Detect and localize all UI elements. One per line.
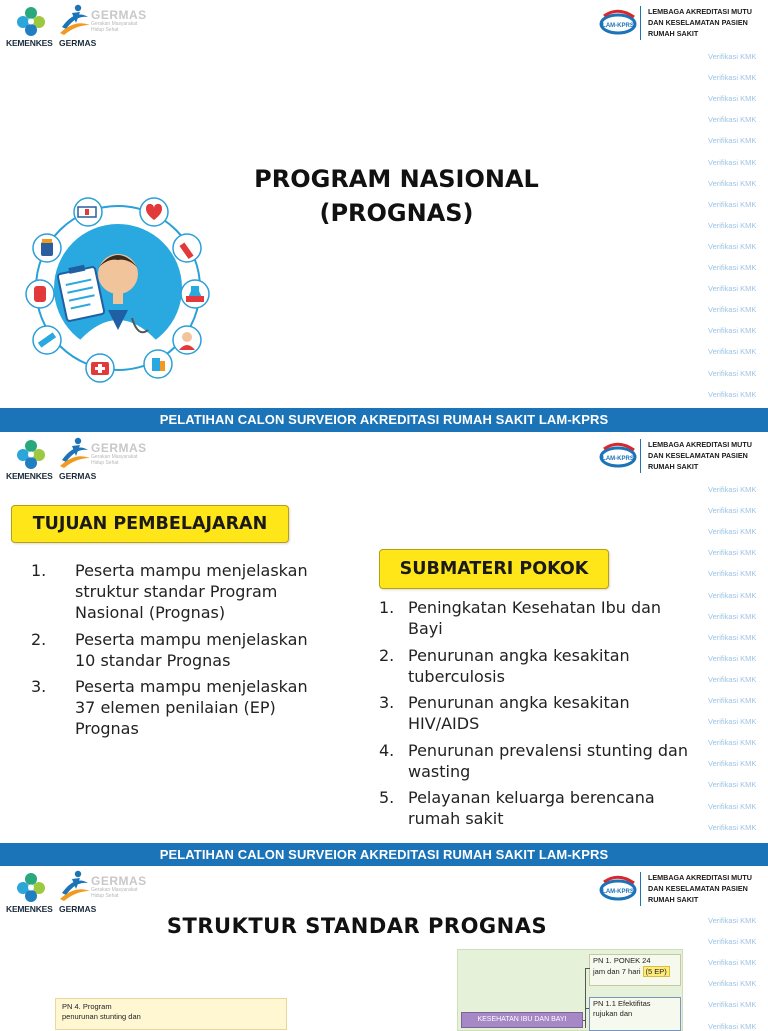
kemenkes-logo	[6, 871, 56, 915]
watermark-text: Verifikasi KMK	[708, 822, 757, 832]
germas-wordmark: GERMAS	[91, 441, 147, 455]
item-text: Penurunan angka kesakitan HIV/AIDS	[408, 693, 630, 733]
watermark-text: Verifikasi KMK	[708, 241, 757, 251]
germas-emblem-icon	[58, 3, 92, 39]
watermark-text: Verifikasi KMK	[708, 1021, 757, 1031]
node-line: PN 1.1 Efektifitas	[593, 999, 651, 1008]
watermark-text: Verifikasi KMK	[708, 52, 757, 61]
footer-banner: PELATIHAN CALON SURVEIOR AKREDITASI RUMAH SAKIT LAM-KPRS	[0, 408, 768, 432]
watermark-text: Verifikasi KMK	[708, 801, 757, 811]
doctor-illustration	[20, 190, 216, 386]
list-item	[31, 676, 331, 739]
list-item	[379, 740, 699, 782]
watermark-text: Verifikasi KMK	[708, 115, 757, 125]
watermark-text: Verifikasi KMK	[708, 94, 757, 104]
diagram-category-node: KESEHATAN IBU DAN BAYI	[461, 1012, 583, 1028]
list-item	[379, 787, 699, 829]
slide-objectives	[0, 433, 768, 843]
item-number: 5.	[379, 788, 395, 807]
title-line: (PROGNAS)	[319, 199, 474, 227]
node-body	[56, 999, 286, 1024]
germas-emblem-icon	[58, 436, 92, 472]
tujuan-list	[31, 560, 331, 745]
watermark-text: Verifikasi KMK	[708, 717, 757, 727]
item-number: 1.	[379, 598, 395, 617]
watermark-text: Verifikasi KMK	[708, 738, 757, 748]
germas-subtitle: Gerakan Masyarakat Hidup Sehat	[91, 21, 138, 33]
kemenkes-emblem-icon	[15, 871, 47, 903]
item-text: Pelayanan keluarga berencana rumah sakit	[408, 788, 655, 828]
list-item	[379, 645, 699, 687]
node-line	[593, 966, 677, 978]
tujuan-heading: TUJUAN PEMBELAJARAN	[11, 505, 289, 543]
diagram-node	[589, 997, 681, 1031]
blood-bag-icon	[26, 280, 54, 308]
item-text: Penurunan prevalensi stunting dan wasting	[408, 740, 688, 781]
item-text: Peningkatan Kesehatan Ibu dan Bayi	[408, 598, 662, 638]
item-text: Peserta mampu menjelaskan 37 elemen penilaian (EP) Prognas	[75, 677, 308, 738]
lam-name-line: DAN KESELAMATAN PASIEN	[648, 451, 748, 460]
watermark-text: Verifikasi KMK	[708, 199, 757, 209]
germas-label: GERMAS	[59, 38, 97, 48]
kemenkes-label: KEMENKES	[6, 471, 53, 481]
lam-name	[648, 6, 752, 39]
watermark-text: Verifikasi KMK	[708, 347, 757, 357]
flask-icon	[181, 280, 209, 308]
germas-label: GERMAS	[59, 904, 97, 914]
lam-name-line: LEMBAGA AKREDITASI MUTU	[648, 7, 752, 16]
watermark-text: Verifikasi KMK	[708, 527, 757, 537]
first-aid-kit-icon	[86, 354, 114, 382]
watermark-text: Verifikasi KMK	[708, 780, 757, 790]
node-line: penurunan stunting dan	[62, 1011, 141, 1021]
connector-line	[585, 968, 590, 969]
watermark-text: Verifikasi KMK	[708, 506, 757, 516]
kemenkes-label: KEMENKES	[6, 38, 53, 48]
watermark-text: Verifikasi KMK	[708, 548, 757, 558]
lam-kprs-emblem-icon	[598, 8, 638, 38]
germas-wordmark: GERMAS	[91, 8, 147, 22]
germas-logo	[58, 3, 150, 49]
kemenkes-label: KEMENKES	[6, 904, 53, 914]
watermark-text: Verifikasi KMK	[708, 632, 757, 642]
germas-subtitle: Gerakan Masyarakat Hidup Sehat	[91, 454, 138, 466]
list-item	[379, 597, 699, 639]
watermark-text: Verifikasi KMK	[708, 178, 757, 188]
lam-name-line: DAN KESELAMATAN PASIEN	[648, 884, 748, 893]
node-text: jam dan 7 hari	[593, 966, 641, 976]
slide-structure	[0, 866, 768, 1031]
lam-kprs-emblem-icon	[598, 441, 638, 471]
lam-name-line: DAN KESELAMATAN PASIEN	[648, 18, 748, 27]
kemenkes-emblem-icon	[15, 5, 47, 37]
diagram-node	[589, 954, 681, 986]
injection-icon	[33, 326, 61, 354]
item-number: 4.	[379, 740, 395, 760]
heartbeat-icon	[140, 198, 168, 226]
diagram-node	[55, 998, 287, 1030]
lam-name-line: RUMAH SAKIT	[648, 462, 699, 471]
list-item	[31, 560, 331, 623]
watermark-text: Verifikasi KMK	[708, 389, 757, 399]
kemenkes-emblem-icon	[15, 438, 47, 470]
slide-title	[0, 0, 768, 408]
connector-line	[585, 968, 586, 1028]
watermark-text: Verifikasi KMK	[708, 696, 757, 705]
germas-subtitle: Gerakan Masyarakat Hidup Sehat	[91, 887, 138, 899]
lam-divider	[640, 439, 641, 473]
watermark-text: Verifikasi KMK	[708, 569, 757, 579]
page-title: STRUKTUR STANDAR PROGNAS	[166, 914, 548, 938]
footer-banner: PELATIHAN CALON SURVEIOR AKREDITASI RUMAH SAKIT LAM-KPRS	[0, 843, 768, 867]
germas-wordmark: GERMAS	[91, 874, 147, 888]
title-line: PROGRAM NASIONAL	[254, 165, 539, 193]
ambulance-icon	[74, 198, 102, 226]
watermark-text: Verifikasi KMK	[708, 157, 757, 167]
watermark-text: Verifikasi KMK	[708, 284, 757, 294]
watermark-text: Verifikasi KMK	[708, 979, 757, 989]
lam-name-line: LEMBAGA AKREDITASI MUTU	[648, 440, 752, 449]
watermark-text: Verifikasi KMK	[708, 220, 757, 230]
lam-name-line: RUMAH SAKIT	[648, 895, 699, 904]
germas-label: GERMAS	[59, 471, 97, 481]
lam-name	[648, 439, 752, 472]
svg-text:LAM-KPRS: LAM-KPRS	[602, 889, 634, 895]
medicine-icon	[144, 350, 172, 378]
item-number: 2.	[31, 629, 47, 649]
watermark-text: Verifikasi KMK	[708, 674, 757, 684]
watermark-text: Verifikasi KMK	[708, 263, 757, 272]
watermark-text: Verifikasi KMK	[708, 305, 757, 315]
list-item	[31, 629, 331, 671]
item-number: 3.	[31, 677, 47, 696]
lam-kprs-emblem-icon	[598, 874, 638, 904]
watermark-text: Verifikasi KMK	[708, 485, 757, 494]
watermark-text: Verifikasi KMK	[708, 1000, 757, 1010]
pill-bottle-icon	[33, 234, 61, 262]
submateri-list	[379, 597, 699, 835]
lam-kprs-logo	[598, 439, 768, 473]
watermark-text: Verifikasi KMK	[708, 611, 757, 621]
watermark-text: Verifikasi KMK	[708, 958, 757, 968]
page-title	[200, 162, 593, 230]
watermark-text: Verifikasi KMK	[708, 73, 757, 83]
germas-emblem-icon	[58, 869, 92, 905]
item-number: 3.	[379, 693, 395, 712]
germas-logo	[58, 436, 150, 482]
lam-name	[648, 872, 752, 905]
node-line: rujukan dan	[593, 1008, 633, 1018]
lam-kprs-logo	[598, 872, 768, 906]
item-text: Peserta mampu menjelaskan struktur standar Program Nasional (Prognas)	[75, 561, 308, 622]
kemenkes-logo	[6, 438, 56, 482]
watermark-text: Verifikasi KMK	[708, 368, 757, 378]
watermark-text: Verifikasi KMK	[708, 937, 757, 947]
watermark-text: Verifikasi KMK	[708, 326, 757, 336]
lam-name-line: RUMAH SAKIT	[648, 29, 699, 38]
submateri-heading: SUBMATERI POKOK	[379, 549, 609, 589]
node-line: PN 1. PONEK 24	[593, 956, 651, 965]
item-number: 1.	[31, 561, 47, 580]
nurse-icon	[173, 326, 201, 354]
watermark-text: Verifikasi KMK	[708, 136, 757, 146]
item-text: Penurunan angka kesakitan tuberculosis	[408, 645, 630, 686]
svg-text:LAM-KPRS: LAM-KPRS	[602, 23, 634, 29]
item-number: 2.	[379, 645, 395, 665]
node-line: PN 4. Program	[62, 1002, 112, 1011]
watermark-text: Verifikasi KMK	[708, 590, 757, 600]
syringe-icon	[173, 234, 201, 262]
watermark-text: Verifikasi KMK	[708, 916, 757, 925]
ep-badge: (5 EP)	[643, 966, 670, 978]
germas-logo	[58, 869, 150, 915]
lam-kprs-logo	[598, 6, 768, 40]
lam-name-line: LEMBAGA AKREDITASI MUTU	[648, 873, 752, 882]
kemenkes-logo	[6, 5, 56, 49]
lam-divider	[640, 6, 641, 40]
watermark-text: Verifikasi KMK	[708, 653, 757, 663]
watermark-text: Verifikasi KMK	[708, 759, 757, 769]
item-text: Peserta mampu menjelaskan 10 standar Prognas	[75, 629, 308, 670]
svg-text:LAM-KPRS: LAM-KPRS	[602, 456, 634, 462]
lam-divider	[640, 872, 641, 906]
list-item	[379, 692, 699, 734]
diagram-group-ibu-bayi	[457, 949, 683, 1031]
